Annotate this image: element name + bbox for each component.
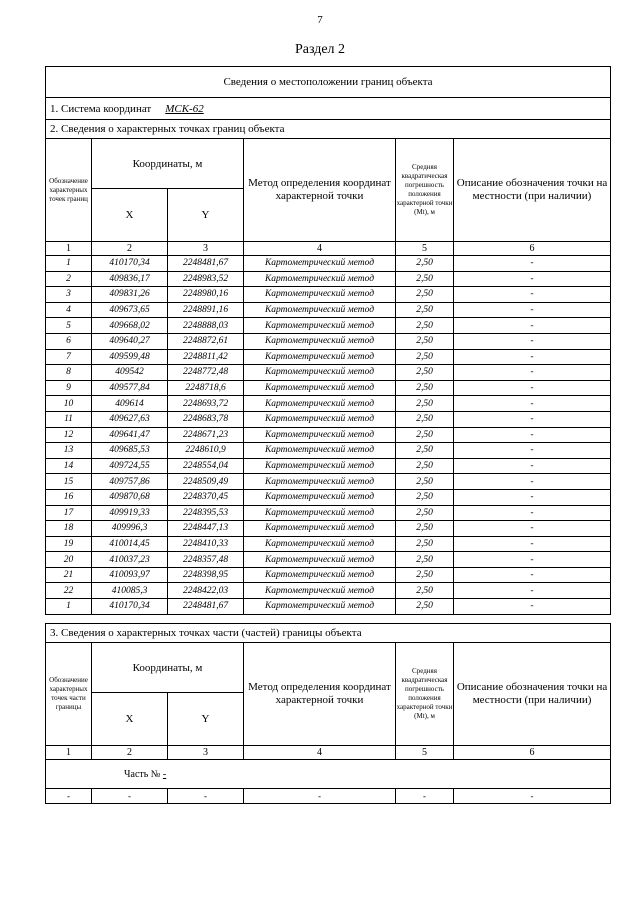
accuracy-header: Средняя квадратическая погрешность положения характерной точки (Mt), м <box>396 139 454 242</box>
description-cell: - <box>454 333 611 349</box>
part-number-row <box>46 760 611 789</box>
description-cell: - <box>454 427 611 443</box>
column-number: 2 <box>92 242 168 256</box>
description-cell: - <box>454 536 611 552</box>
y-coordinate-cell: 2248398,95 <box>168 567 244 583</box>
point-number-cell: 6 <box>46 333 92 349</box>
point-number-cell: 12 <box>46 427 92 443</box>
point-number-cell: 22 <box>46 583 92 599</box>
method-cell: Картометрический метод <box>244 380 396 396</box>
description-cell: - <box>454 411 611 427</box>
y-coordinate-cell: 2248891,16 <box>168 302 244 318</box>
accuracy-cell: 2,50 <box>396 411 454 427</box>
column-number: 4 <box>244 242 396 256</box>
table-row <box>46 271 611 287</box>
column-number: 1 <box>46 242 92 256</box>
y-coordinate-cell: 2248980,16 <box>168 287 244 303</box>
point-number-cell: 18 <box>46 521 92 537</box>
accuracy-cell: 2,50 <box>396 365 454 381</box>
column-number: 3 <box>168 242 244 256</box>
part-label: Часть № <box>124 768 161 780</box>
part-points-table <box>45 623 611 804</box>
part-method-header: Метод определения координат характерной точки <box>244 643 396 746</box>
method-cell: Картометрический метод <box>244 505 396 521</box>
y-coordinate-cell: 2248422,03 <box>168 583 244 599</box>
description-cell: - <box>454 521 611 537</box>
description-cell: - <box>454 256 611 272</box>
coordinate-system-value: МСК-62 <box>165 102 204 115</box>
table-row <box>46 380 611 396</box>
column-number: 6 <box>454 746 611 760</box>
method-cell: Картометрический метод <box>244 567 396 583</box>
point-number-cell: 21 <box>46 567 92 583</box>
method-cell: Картометрический метод <box>244 333 396 349</box>
part-y-header: Y <box>168 693 244 746</box>
point-number-cell: 2 <box>46 271 92 287</box>
y-coordinate-cell: 2248481,67 <box>168 599 244 615</box>
x-header: X <box>92 189 168 242</box>
table-row <box>46 396 611 412</box>
x-coordinate-cell: 410093,97 <box>92 567 168 583</box>
point-number-cell: 1 <box>46 256 92 272</box>
table-row <box>46 521 611 537</box>
accuracy-cell: 2,50 <box>396 536 454 552</box>
accuracy-cell: 2,50 <box>396 427 454 443</box>
accuracy-cell: 2,50 <box>396 521 454 537</box>
y-coordinate-cell: 2248554,04 <box>168 458 244 474</box>
point-number-cell: 7 <box>46 349 92 365</box>
y-coordinate-cell: 2248693,72 <box>168 396 244 412</box>
accuracy-cell: 2,50 <box>396 599 454 615</box>
accuracy-cell: 2,50 <box>396 333 454 349</box>
point-number-cell: 11 <box>46 411 92 427</box>
method-cell: Картометрический метод <box>244 536 396 552</box>
method-cell: Картометрический метод <box>244 489 396 505</box>
point-number-cell: 9 <box>46 380 92 396</box>
point-number-cell: 8 <box>46 365 92 381</box>
accuracy-cell: 2,50 <box>396 443 454 459</box>
method-cell: Картометрический метод <box>244 583 396 599</box>
table-row <box>46 489 611 505</box>
table-row <box>46 474 611 490</box>
table-row <box>46 349 611 365</box>
accuracy-cell: 2,50 <box>396 396 454 412</box>
x-coordinate-cell: 409836,17 <box>92 271 168 287</box>
method-cell: Картометрический метод <box>244 443 396 459</box>
method-cell: Картометрический метод <box>244 427 396 443</box>
part-cell: - <box>92 789 168 804</box>
description-cell: - <box>454 599 611 615</box>
point-name-header: Обозначение характерных точек границ <box>46 139 92 242</box>
accuracy-cell: 2,50 <box>396 552 454 568</box>
method-cell: Картометрический метод <box>244 458 396 474</box>
y-coordinate-cell: 2248610,9 <box>168 443 244 459</box>
description-cell: - <box>454 552 611 568</box>
table-row <box>46 411 611 427</box>
description-cell: - <box>454 302 611 318</box>
x-coordinate-cell: 409627,63 <box>92 411 168 427</box>
x-coordinate-cell: 409831,26 <box>92 287 168 303</box>
part-coordinates-header: Координаты, м <box>92 643 244 693</box>
description-cell: - <box>454 318 611 334</box>
y-header: Y <box>168 189 244 242</box>
table-row <box>46 287 611 303</box>
accuracy-cell: 2,50 <box>396 567 454 583</box>
point-number-cell: 4 <box>46 302 92 318</box>
y-coordinate-cell: 2248481,67 <box>168 256 244 272</box>
x-coordinate-cell: 410014,45 <box>92 536 168 552</box>
x-coordinate-cell: 410037,23 <box>92 552 168 568</box>
description-cell: - <box>454 349 611 365</box>
part-cell: - <box>396 789 454 804</box>
description-cell: - <box>454 365 611 381</box>
coordinate-system-label: 1. Система координат <box>50 102 152 115</box>
method-cell: Картометрический метод <box>244 287 396 303</box>
part-value: - <box>162 768 167 780</box>
accuracy-cell: 2,50 <box>396 318 454 334</box>
table-row <box>46 318 611 334</box>
accuracy-cell: 2,50 <box>396 287 454 303</box>
method-cell: Картометрический метод <box>244 521 396 537</box>
table-row <box>46 333 611 349</box>
y-coordinate-cell: 2248683,78 <box>168 411 244 427</box>
accuracy-cell: 2,50 <box>396 380 454 396</box>
description-cell: - <box>454 271 611 287</box>
x-coordinate-cell: 409614 <box>92 396 168 412</box>
table-row <box>46 365 611 381</box>
point-number-cell: 10 <box>46 396 92 412</box>
column-number: 5 <box>396 242 454 256</box>
x-coordinate-cell: 409641,47 <box>92 427 168 443</box>
table-row <box>46 599 611 615</box>
method-cell: Картометрический метод <box>244 599 396 615</box>
part-x-header: X <box>92 693 168 746</box>
x-coordinate-cell: 409685,53 <box>92 443 168 459</box>
point-number-cell: 1 <box>46 599 92 615</box>
table-row <box>46 443 611 459</box>
description-cell: - <box>454 458 611 474</box>
y-coordinate-cell: 2248811,42 <box>168 349 244 365</box>
y-coordinate-cell: 2248447,13 <box>168 521 244 537</box>
point-number-cell: 19 <box>46 536 92 552</box>
accuracy-cell: 2,50 <box>396 489 454 505</box>
table-row <box>46 583 611 599</box>
x-coordinate-cell: 410170,34 <box>92 256 168 272</box>
method-header: Метод определения координат характерной точки <box>244 139 396 242</box>
column-number: 2 <box>92 746 168 760</box>
table-row <box>46 505 611 521</box>
section3-title: 3. Сведения о характерных точках части (частей) границы объекта <box>46 624 611 643</box>
x-coordinate-cell: 410085,3 <box>92 583 168 599</box>
table-row <box>46 567 611 583</box>
method-cell: Картометрический метод <box>244 552 396 568</box>
method-cell: Картометрический метод <box>244 349 396 365</box>
method-cell: Картометрический метод <box>244 396 396 412</box>
table-row <box>46 552 611 568</box>
description-cell: - <box>454 583 611 599</box>
description-cell: - <box>454 287 611 303</box>
table-row <box>46 302 611 318</box>
y-coordinate-cell: 2248509,49 <box>168 474 244 490</box>
point-number-cell: 14 <box>46 458 92 474</box>
method-cell: Картометрический метод <box>244 256 396 272</box>
table-row <box>46 536 611 552</box>
column-number: 5 <box>396 746 454 760</box>
x-coordinate-cell: 410170,34 <box>92 599 168 615</box>
point-number-cell: 20 <box>46 552 92 568</box>
accuracy-cell: 2,50 <box>396 256 454 272</box>
method-cell: Картометрический метод <box>244 271 396 287</box>
method-cell: Картометрический метод <box>244 365 396 381</box>
accuracy-cell: 2,50 <box>396 349 454 365</box>
description-cell: - <box>454 474 611 490</box>
x-coordinate-cell: 409577,84 <box>92 380 168 396</box>
y-coordinate-cell: 2248772,48 <box>168 365 244 381</box>
part-description-header: Описание обозначения точки на местности (при наличии) <box>454 643 611 746</box>
column-number: 4 <box>244 746 396 760</box>
x-coordinate-cell: 409919,33 <box>92 505 168 521</box>
y-coordinate-cell: 2248357,48 <box>168 552 244 568</box>
boundary-points-table <box>45 66 611 615</box>
description-cell: - <box>454 380 611 396</box>
part-point-name-header: Обозначение характерных точек части границы <box>46 643 92 746</box>
section2-title: 2. Сведения о характерных точках границ объекта <box>46 120 611 139</box>
coordinates-header: Координаты, м <box>92 139 244 189</box>
part-data-row <box>46 789 611 804</box>
x-coordinate-cell: 409599,48 <box>92 349 168 365</box>
table-row <box>46 427 611 443</box>
accuracy-cell: 2,50 <box>396 458 454 474</box>
section-title: Раздел 2 <box>294 42 346 57</box>
method-cell: Картометрический метод <box>244 318 396 334</box>
y-coordinate-cell: 2248872,61 <box>168 333 244 349</box>
x-coordinate-cell: 409757,86 <box>92 474 168 490</box>
part-column-numbers-row <box>46 746 611 760</box>
y-coordinate-cell: 2248888,03 <box>168 318 244 334</box>
point-number-cell: 13 <box>46 443 92 459</box>
point-number-cell: 15 <box>46 474 92 490</box>
table-row <box>46 256 611 272</box>
description-cell: - <box>454 567 611 583</box>
accuracy-cell: 2,50 <box>396 302 454 318</box>
description-cell: - <box>454 505 611 521</box>
column-number: 6 <box>454 242 611 256</box>
point-number-cell: 3 <box>46 287 92 303</box>
x-coordinate-cell: 409673,65 <box>92 302 168 318</box>
description-cell: - <box>454 489 611 505</box>
y-coordinate-cell: 2248718,6 <box>168 380 244 396</box>
x-coordinate-cell: 409542 <box>92 365 168 381</box>
column-number: 3 <box>168 746 244 760</box>
page-number: 7 <box>317 14 323 26</box>
method-cell: Картометрический метод <box>244 411 396 427</box>
x-coordinate-cell: 409640,27 <box>92 333 168 349</box>
y-coordinate-cell: 2248370,45 <box>168 489 244 505</box>
coordinate-system-row <box>46 98 611 120</box>
point-number-cell: 17 <box>46 505 92 521</box>
point-number-cell: 5 <box>46 318 92 334</box>
x-coordinate-cell: 409668,02 <box>92 318 168 334</box>
accuracy-cell: 2,50 <box>396 271 454 287</box>
x-coordinate-cell: 409870,68 <box>92 489 168 505</box>
description-cell: - <box>454 396 611 412</box>
description-header: Описание обозначения точки на местности (при наличии) <box>454 139 611 242</box>
accuracy-cell: 2,50 <box>396 474 454 490</box>
x-coordinate-cell: 409724,55 <box>92 458 168 474</box>
description-cell: - <box>454 443 611 459</box>
point-number-cell: 16 <box>46 489 92 505</box>
column-number: 1 <box>46 746 92 760</box>
y-coordinate-cell: 2248983,52 <box>168 271 244 287</box>
method-cell: Картометрический метод <box>244 474 396 490</box>
table-row <box>46 458 611 474</box>
method-cell: Картометрический метод <box>244 302 396 318</box>
part-cell: - <box>168 789 244 804</box>
part-cell: - <box>244 789 396 804</box>
accuracy-cell: 2,50 <box>396 583 454 599</box>
x-coordinate-cell: 409996,3 <box>92 521 168 537</box>
y-coordinate-cell: 2248395,53 <box>168 505 244 521</box>
y-coordinate-cell: 2248410,33 <box>168 536 244 552</box>
table-title: Сведения о местоположении границ объекта <box>46 67 611 98</box>
y-coordinate-cell: 2248671,23 <box>168 427 244 443</box>
accuracy-cell: 2,50 <box>396 505 454 521</box>
column-numbers-row <box>46 242 611 256</box>
part-accuracy-header: Средняя квадратическая погрешность положения характерной точки (Mt), м <box>396 643 454 746</box>
part-cell: - <box>454 789 611 804</box>
part-cell: - <box>46 789 92 804</box>
